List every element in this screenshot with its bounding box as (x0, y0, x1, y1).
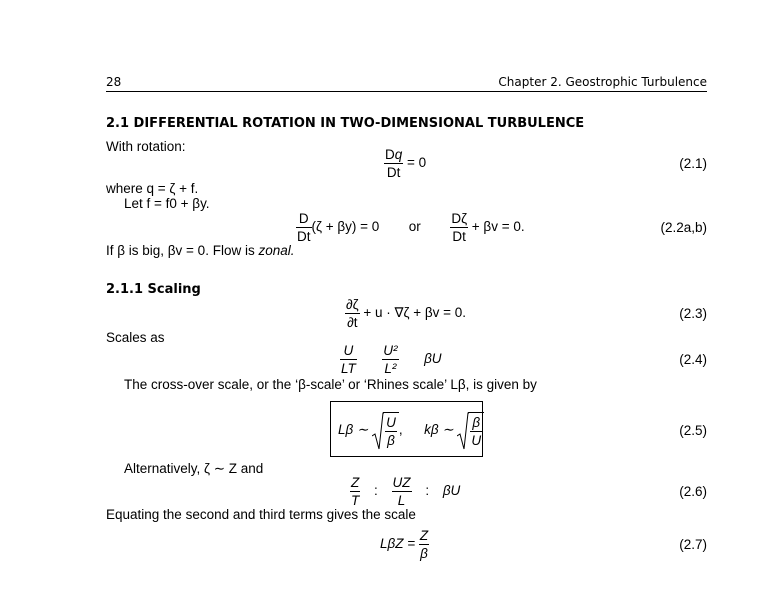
chapter-title: Chapter 2. Geostrophic Turbulence (498, 75, 707, 89)
if-beta-text: If β is big, βv = 0. Flow is zonal. (106, 243, 295, 258)
where-q-text: where q = ζ + f. (106, 181, 199, 196)
eq-2-5-left: Lβ ∼ (338, 422, 369, 438)
eq-2-6-term1: $\frac{Z}{T}$ (351, 475, 360, 508)
eq-2-1-rhs: = 0 (407, 155, 427, 171)
equation-number-2-1: (2.1) (679, 156, 707, 171)
equation-2-5: Lβ ∼ $\frac{U}{\beta}$ , kβ ∼ $\frac{\beta}{U}$ (338, 412, 484, 449)
eq-2-6-term2: $\frac{UZ}{L}$ (392, 475, 411, 508)
zonal-word: zonal. (258, 243, 295, 258)
eq-2-2-right-fraction: $\frac{D\zeta}{Dt}$ (451, 211, 468, 244)
eq-2-5-left-sqrt: $\frac{U}{\beta}$ (372, 412, 399, 449)
equation-number-2-6: (2.6) (679, 484, 707, 499)
equation-number-2-7: (2.7) (679, 537, 707, 552)
equation-2-2 (296, 210, 525, 245)
eq-2-6-colon-1: : (374, 483, 378, 499)
equation-2-3 (345, 296, 466, 331)
eq-2-2-left-rest: (ζ + βy) = 0 (311, 219, 380, 235)
subsection-title: 2.1.1 Scaling (106, 282, 201, 297)
with-rotation-text: With rotation: (106, 139, 186, 154)
crossover-text: The cross-over scale, or the ‘β-scale’ or ‘Rhines scale’ Lβ, is given by (124, 377, 537, 392)
equating-text: Equating the second and third terms gives the scale (106, 507, 416, 522)
scales-as-text: Scales as (106, 330, 165, 345)
eq-2-1-fraction: $\frac{Dq}{Dt}$ (385, 147, 403, 180)
equation-2-6 (350, 474, 460, 509)
page-number: 28 (106, 75, 122, 89)
eq-2-2-left-fraction: $\frac{D}{Dt}$ (297, 211, 311, 244)
equation-number-2-2: (2.2a,b) (660, 220, 707, 235)
let-f-text: Let f = f0 + βy. (124, 196, 210, 211)
equation-number-2-4: (2.4) (679, 352, 707, 367)
eq-2-7-fraction: $\frac{Z}{\beta}$ (419, 528, 429, 561)
equation-number-2-5: (2.5) (679, 423, 707, 438)
equation-2-1 (384, 146, 426, 181)
eq-2-4-term1: $\frac{U}{LT}$ (341, 343, 356, 376)
eq-2-2-or: or (408, 219, 421, 235)
eq-2-5-right: kβ ∼ (424, 422, 454, 438)
eq-2-2-right-rest: + βv = 0. (471, 219, 525, 235)
eq-2-6-term3: βU (442, 483, 461, 499)
eq-2-4-term2: $\frac{\text{U²}}{\text{L²}}$ (383, 343, 398, 376)
eq-2-5-right-sqrt: $\frac{\beta}{U}$ (457, 412, 484, 449)
eq-2-4-term3: βU (424, 351, 442, 367)
equation-2-4 (340, 342, 442, 377)
eq-2-3-rest: + u · ∇ζ + βv = 0. (363, 305, 467, 321)
header-rule (106, 91, 707, 92)
alternatively-text: Alternatively, ζ ∼ Z and (124, 461, 264, 476)
eq-2-6-colon-2: : (425, 483, 430, 499)
eq-2-7-lhs: LβZ = (380, 536, 416, 552)
equation-2-7 (380, 527, 429, 562)
equation-number-2-3: (2.3) (679, 306, 707, 321)
section-title: 2.1 DIFFERENTIAL ROTATION IN TWO-DIMENSIONAL TURBULENCE (106, 116, 585, 131)
eq-2-3-fraction: $\frac{\partial\zeta}{\partial t}$ (346, 297, 359, 330)
